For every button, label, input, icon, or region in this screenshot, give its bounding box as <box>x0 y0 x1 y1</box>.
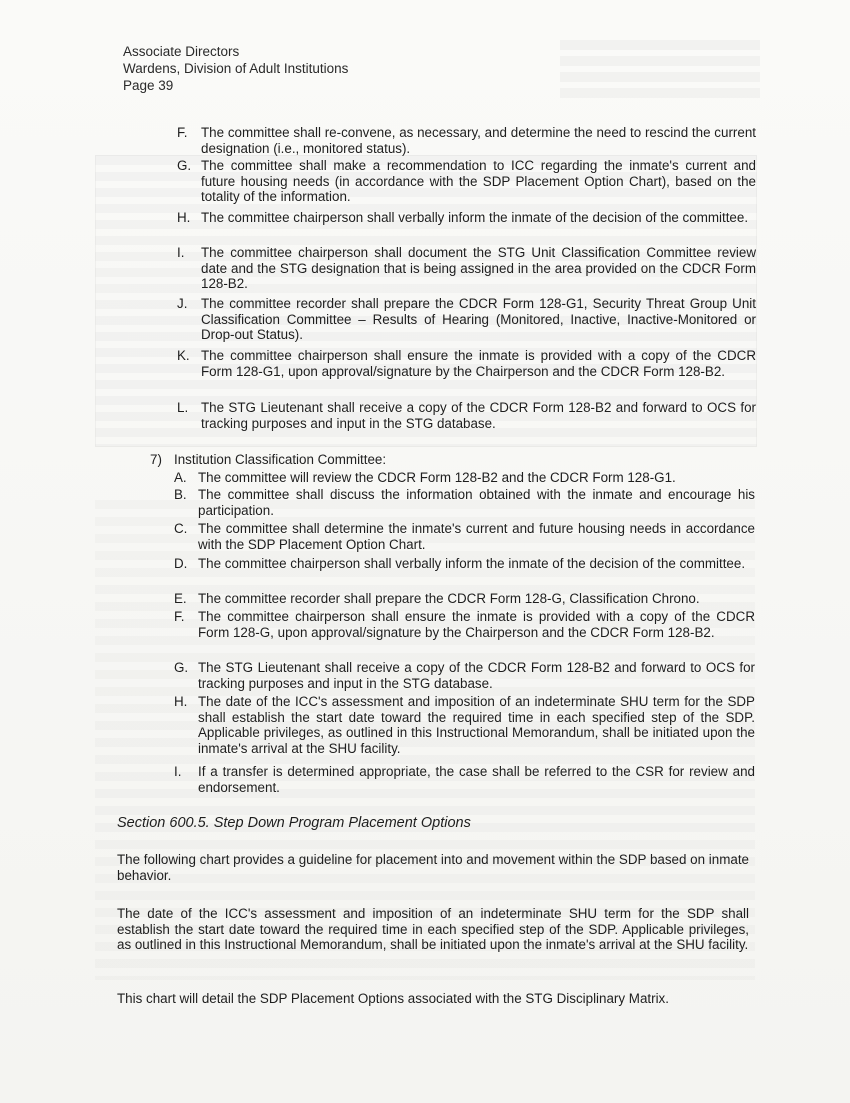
header-page-number: Page 39 <box>123 78 174 93</box>
list-item-text: The date of the ICC's assessment and imposition of an indeterminate SHU term for the SDP shall establish the start date toward the required time in each specified step of the SDP. Applicable privileges, as outlined in this Instructional Memorandum, shall be initiated upon the inmate's arrival at the SHU facility. <box>198 694 755 756</box>
list-item <box>177 125 756 156</box>
list-item-letter: H. <box>174 694 188 709</box>
paragraph-icc-assessment: The date of the ICC's assessment and imposition of an indeterminate SHU term for the SDP shall establish the start date toward the required time in each specified step of the SDP. Applicable privileges, as outlined in this Instructional Memorandum, shall be initiated upon the inmate's arrival at the SHU facility. <box>117 906 749 953</box>
list-item-text: The STG Lieutenant shall receive a copy of the CDCR Form 128-B2 and forward to OCS for tracking purposes and input in the STG database. <box>201 400 756 431</box>
header-recipient: Associate Directors <box>123 44 240 59</box>
list-item <box>177 210 756 226</box>
paragraph-chart-guideline: The following chart provides a guideline for placement into and movement within the SDP based on inmate behavior. <box>117 852 749 883</box>
list-item-text: The committee shall determine the inmate's current and future housing needs in accordance with the SDP Placement Option Chart. <box>198 521 755 552</box>
list-item-letter: F. <box>177 125 188 140</box>
paragraph-chart-detail: This chart will detail the SDP Placement Options associated with the STG Disciplinary Matrix. <box>117 991 669 1006</box>
list-item-letter: C. <box>174 521 188 536</box>
list-item-letter: G. <box>177 158 192 173</box>
list-item <box>174 609 755 640</box>
list-item-text: The committee chairperson shall ensure the inmate is provided with a copy of the CDCR Form 128-G, upon approval/signature by the Chairperson and the CDCR Form 128-B2. <box>198 609 755 640</box>
list-item-text: If a transfer is determined appropriate, the case shall be referred to the CSR for review and endorsement. <box>198 764 755 795</box>
list-item-letter: B. <box>174 487 187 502</box>
list-item <box>174 556 755 572</box>
list-item-text: The committee chairperson shall verbally inform the inmate of the decision of the committee. <box>201 210 749 225</box>
list-item-letter: K. <box>177 348 190 363</box>
list-item-text: The committee recorder shall prepare the CDCR Form 128-G, Classification Chrono. <box>198 591 700 606</box>
list-item-text: The committee shall discuss the information obtained with the inmate and encourage his participation. <box>198 487 755 518</box>
list-item-letter: F. <box>174 609 185 624</box>
page-header <box>123 43 348 94</box>
list-item-letter: D. <box>174 556 188 571</box>
list-item-text: The committee chairperson shall document the STG Unit Classification Committee review date and the STG designation that is being assigned in the area provided on the CDCR Form 128-B2. <box>201 245 756 292</box>
list-item-text: The committee chairperson shall ensure the inmate is provided with a copy of the CDCR Form 128-G1, upon approval/signature by the Chairperson and the CDCR Form 128-B2. <box>201 348 756 379</box>
list-item-letter: G. <box>174 660 189 675</box>
bleed-through-texture <box>560 40 760 100</box>
list-item-letter: E. <box>174 591 187 606</box>
list-item <box>174 764 755 795</box>
section-600-5-heading: Section 600.5. Step Down Program Placement Options <box>117 815 471 831</box>
list-item-text: The committee chairperson shall verbally inform the inmate of the decision of the committee. <box>198 556 746 571</box>
list-item <box>177 296 756 343</box>
list-item-letter: I. <box>174 764 182 779</box>
list-item-letter: H. <box>177 210 191 225</box>
list-item-text: The committee shall make a recommendation to ICC regarding the inmate's current and future housing needs (in accordance with the SDP Placement Option Chart), based on the totality of the information. <box>201 158 756 205</box>
list-item-text: The STG Lieutenant shall receive a copy of the CDCR Form 128-B2 and forward to OCS for tracking purposes and input in the STG database. <box>198 660 755 691</box>
list-item <box>177 245 756 292</box>
list-item <box>174 487 755 518</box>
list-item-text: The committee recorder shall prepare the CDCR Form 128-G1, Security Threat Group Unit Classification Committee – Results of Hearing (Monitored, Inactive, Inactive-Monitored or Drop-out Status). <box>201 296 756 343</box>
list-item-text: The committee will review the CDCR Form 128-B2 and the CDCR Form 128-G1. <box>198 470 676 485</box>
list-item <box>174 660 755 691</box>
list-item <box>174 591 755 607</box>
list-item-letter: I. <box>177 245 185 260</box>
section-7-number: 7) <box>150 452 162 467</box>
list-item <box>177 348 756 379</box>
section-7-title: Institution Classification Committee: <box>174 452 387 467</box>
list-item-letter: L. <box>177 400 189 415</box>
list-item-text: The committee shall re-convene, as necessary, and determine the need to rescind the current designation (i.e., monitored status). <box>201 125 756 156</box>
list-item <box>174 694 755 756</box>
list-item-letter: A. <box>174 470 187 485</box>
list-item <box>177 158 756 205</box>
list-item <box>174 470 755 486</box>
list-item <box>174 521 755 552</box>
header-division: Wardens, Division of Adult Institutions <box>123 61 349 76</box>
list-item-letter: J. <box>177 296 188 311</box>
list-item <box>177 400 756 431</box>
